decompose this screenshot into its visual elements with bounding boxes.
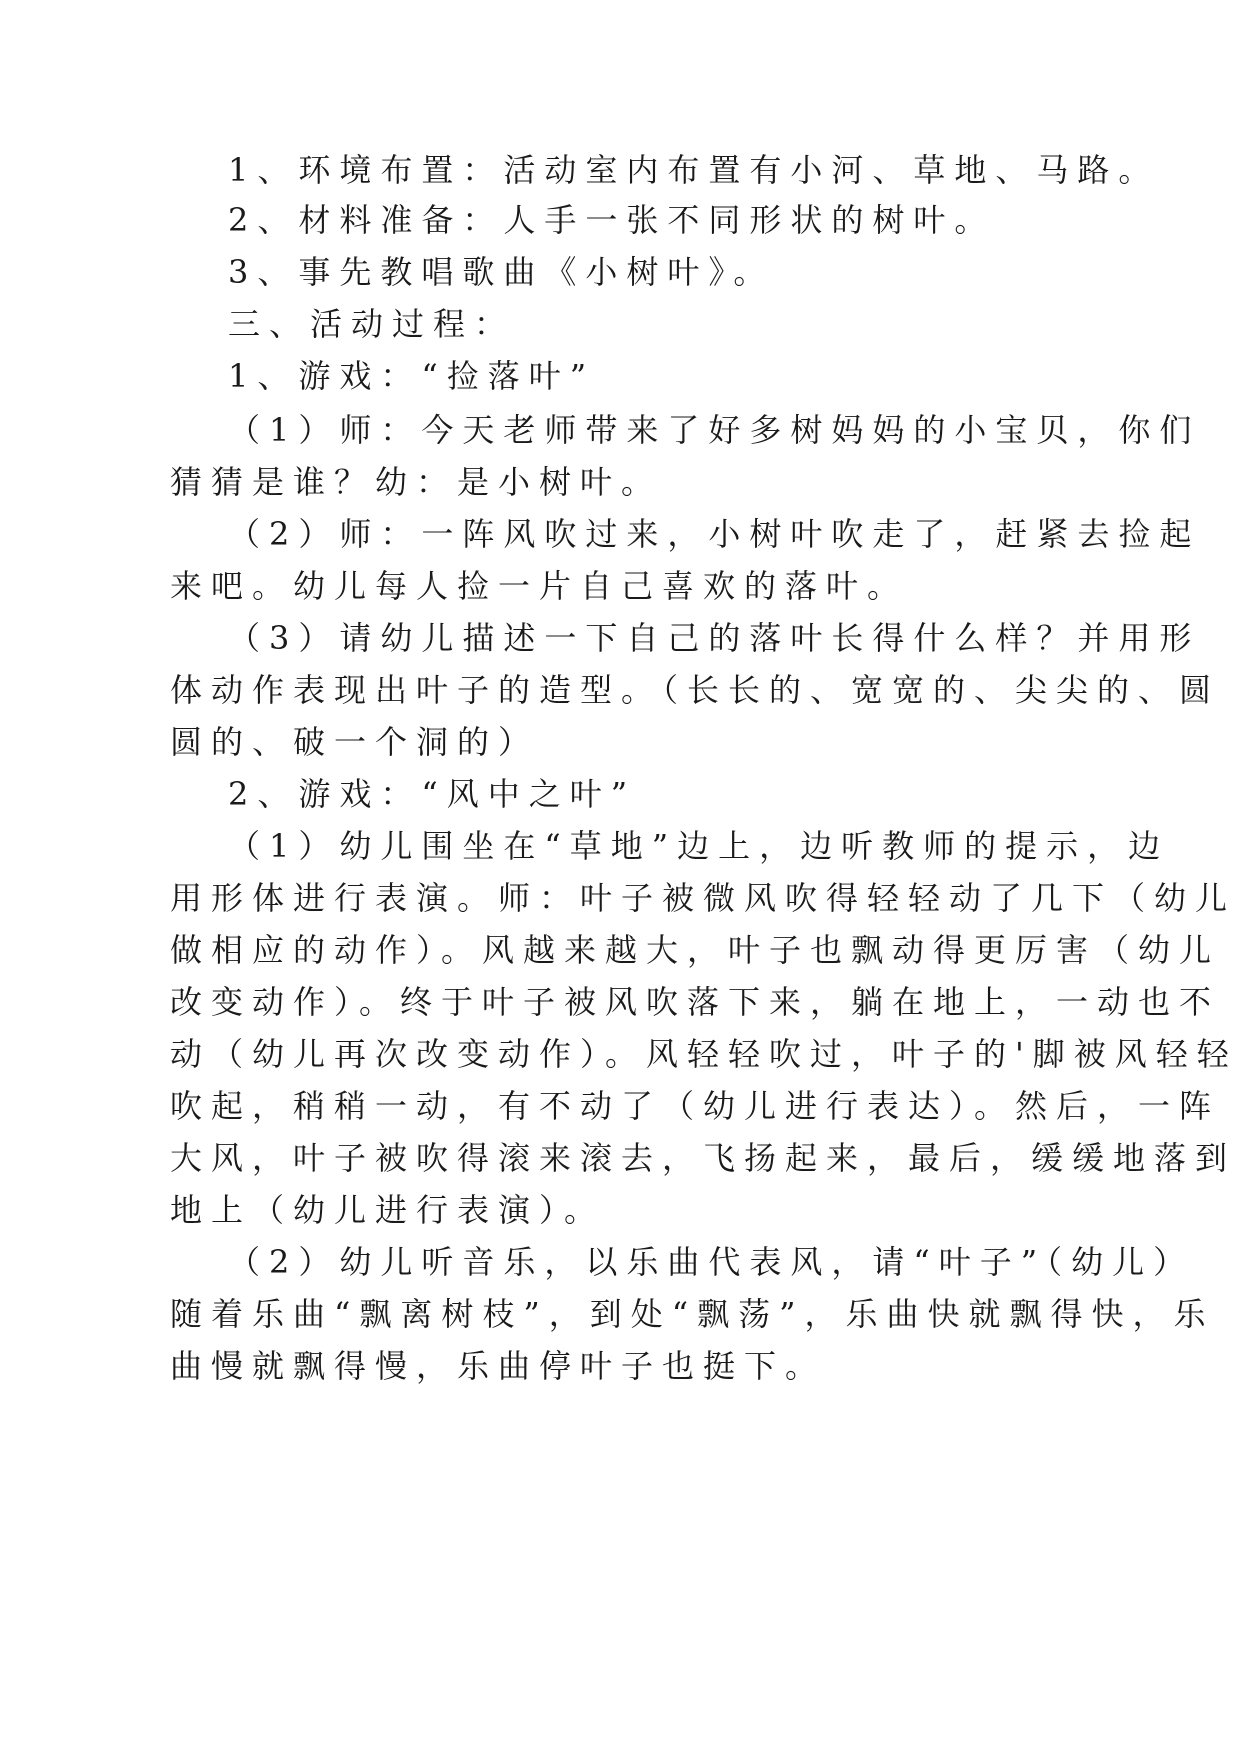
para-materials: 2、材料准备：人手一张不同形状的树叶。 — [228, 201, 996, 239]
game-2-step-1-line-1: （1）幼儿围坐在“草地”边上，边听教师的提示，边 — [228, 827, 1170, 865]
game-2-step-1-line-5: 动（幼儿再次改变动作）。风轻轻吹过，叶子的'脚被风轻轻 — [170, 1035, 1238, 1073]
para-song: 3、事先教唱歌曲《小树叶》。 — [228, 253, 775, 291]
game-2-title: 2、游戏：“风中之叶” — [228, 775, 637, 813]
game-1-step-1-line-1: （1）师：今天老师带来了好多树妈妈的小宝贝，你们 — [228, 411, 1201, 449]
game-1-step-3-line-1: （3）请幼儿描述一下自己的落叶长得什么样？并用形 — [228, 619, 1201, 657]
game-2-step-1-line-4: 改变动作）。终于叶子被风吹落下来，躺在地上，一动也不 — [170, 983, 1221, 1021]
game-1-step-3-line-2: 体动作表现出叶子的造型。（长长的、宽宽的、尖尖的、圆 — [170, 671, 1221, 709]
game-2-step-1-line-3: 做相应的动作）。风越来越大，叶子也飘动得更厉害（幼儿 — [170, 931, 1221, 969]
game-2-step-2-line-3: 曲慢就飘得慢，乐曲停叶子也挺下。 — [170, 1347, 827, 1385]
para-env-setup: 1、环境布置：活动室内布置有小河、草地、马路。 — [228, 151, 1160, 189]
section-heading-process: 三、活动过程： — [228, 305, 516, 343]
game-2-step-1-line-8: 地上（幼儿进行表演）。 — [170, 1191, 606, 1229]
game-1-step-2-line-1: （2）师：一阵风吹过来，小树叶吹走了，赶紧去捡起 — [228, 515, 1201, 553]
game-1-step-1-line-2: 猜猜是谁？幼：是小树叶。 — [170, 463, 663, 501]
game-1-title: 1、游戏：“捡落叶” — [228, 357, 596, 395]
game-1-step-2-line-2: 来吧。幼儿每人捡一片自己喜欢的落叶。 — [170, 567, 909, 605]
game-2-step-1-line-2: 用形体进行表演。师：叶子被微风吹得轻轻动了几下（幼儿 — [170, 879, 1237, 917]
game-2-step-1-line-6: 吹起，稍稍一动，有不动了（幼儿进行表达）。然后，一阵 — [170, 1087, 1221, 1125]
game-1-step-3-line-3: 圆的、破一个洞的） — [170, 723, 540, 761]
game-2-step-2-line-2: 随着乐曲“飘离树枝”，到处“飘荡”，乐曲快就飘得快，乐 — [170, 1295, 1215, 1333]
game-2-step-2-line-1: （2）幼儿听音乐，以乐曲代表风，请“叶子”（幼儿） — [228, 1243, 1195, 1281]
game-2-step-1-line-7: 大风，叶子被吹得滚来滚去，飞扬起来，最后，缓缓地落到 — [170, 1139, 1237, 1177]
